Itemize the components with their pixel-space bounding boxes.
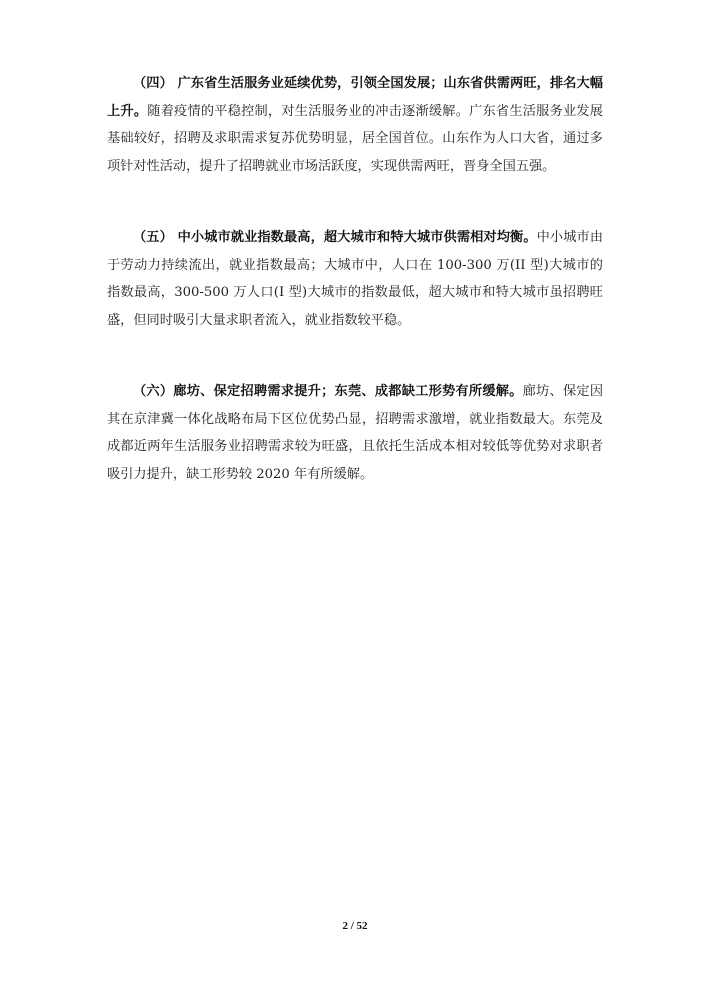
paragraph-body: 廊坊、保定因其在京津冀一体化战略布局下区位优势凸显，招聘需求激增，就业指数最大。东莞及成都近两年生活服务业招聘需求较为旺盛，且依托生活成本相对较低等优势对求职者吸引力提升，缺工形势较 2020 年有所缓解。 xyxy=(107,384,604,482)
document-content xyxy=(107,70,603,532)
paragraph-section-4 xyxy=(107,70,603,180)
paragraph-heading: （五） 中小城市就业指数最高，超大城市和特大城市供需相对均衡。 xyxy=(133,230,537,245)
paragraph-body: 随着疫情的平稳控制，对生活服务业的冲击逐渐缓解。广东省生活服务业发展基础较好，招聘及求职需求复苏优势明显，居全国首位。山东作为人口大省，通过多项针对性活动，提升了招聘就业市场活跃度，实现供需两旺，晋身全国五强。 xyxy=(107,103,603,174)
paragraph-section-5 xyxy=(107,224,603,334)
page-number: 2 / 52 xyxy=(342,920,368,932)
paragraph-section-6 xyxy=(107,378,603,488)
paragraph-heading: （六）廊坊、保定招聘需求提升；东莞、成都缺工形势有所缓解。 xyxy=(133,384,523,399)
paragraph-body: 中小城市由于劳动力持续流出，就业指数最高；大城市中，人口在 100-300 万(II 型)大城市的指数最高，300-500 万人口(I 型)大城市的指数最低，超大城市和特大城市虽招聘旺盛，但同时吸引大量求职者流入，就业指数较平稳。 xyxy=(107,230,604,328)
paragraph-heading: （四） 广东省生活服务业延续优势，引领全国发展；山东省供需两旺，排名大幅上升。 xyxy=(107,76,603,119)
